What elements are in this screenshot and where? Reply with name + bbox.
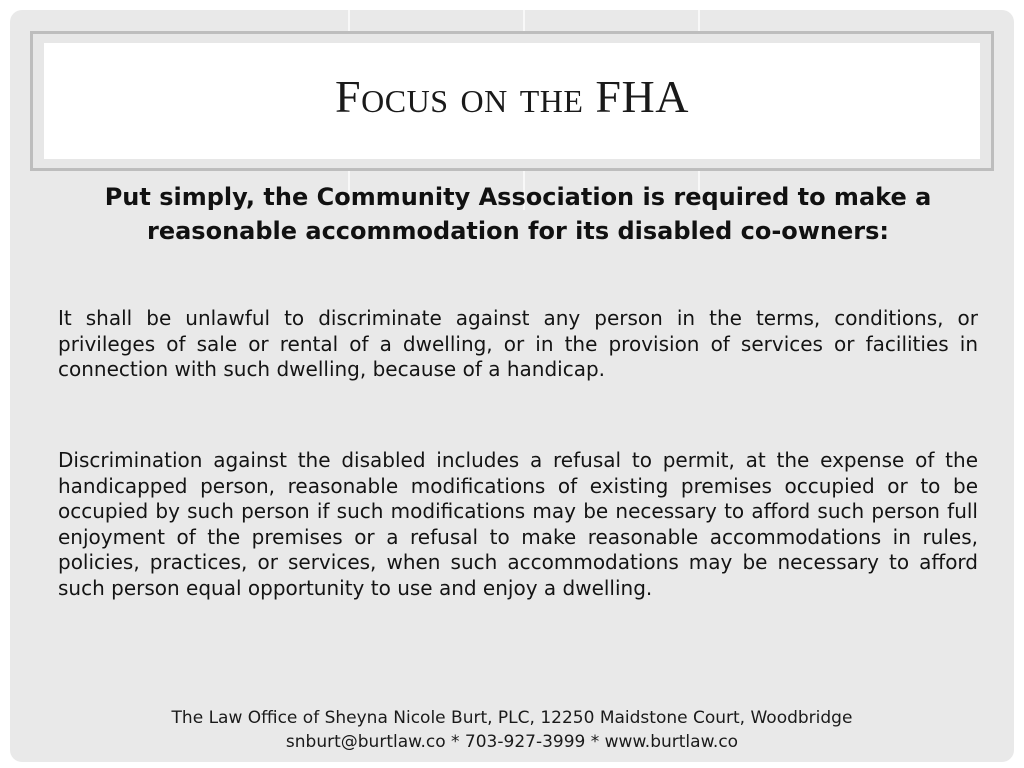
- title-box: [44, 43, 980, 159]
- body-paragraph-discrimination-definition: Discrimination against the disabled includes a refusal to permit, at the expense of the handicapped person, reasonable modifications of existing premises occupied or to be occupied by such person if such modifications may be necessary to afford such person full enjoyment of the premises or a refusal to make reasonable accommodations in rules, policies, practices, or services, when such accommodations may be necessary to afford such person equal opportunity to use and enjoy a dwelling.: [58, 448, 978, 600]
- slide: [10, 10, 1014, 762]
- footer-contact: snburt@burtlaw.co * 703-927-3999 * www.burtlaw.co: [285, 732, 739, 752]
- title-frame: [30, 31, 994, 171]
- footer: [10, 706, 1014, 754]
- body-paragraph-unlawful-discrimination: It shall be unlawful to discriminate against any person in the terms, conditions, or privileges of sale or rental of a dwelling, or in the provision of services or facilities in connection with such dwelling, because of a handicap.: [58, 306, 978, 381]
- slide-title: Focus on the FHA: [335, 70, 689, 122]
- lead-statement: Put simply, the Community Association is required to make a reasonable accommodation for its disabled co-owners:: [104, 183, 932, 245]
- footer-address: The Law Office of Sheyna Nicole Burt, PLC, 12250 Maidstone Court, Woodbridge: [171, 708, 853, 728]
